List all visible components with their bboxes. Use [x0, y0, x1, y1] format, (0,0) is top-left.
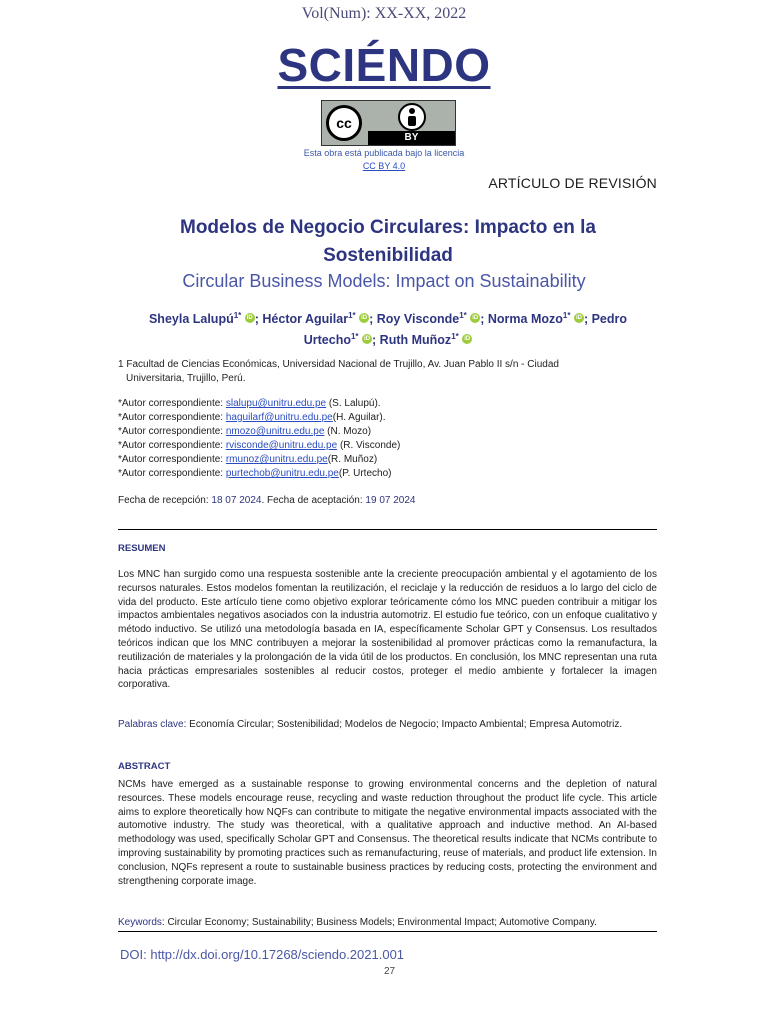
- author-name: Pedro Urtecho: [303, 312, 628, 348]
- accepted-date: 19 07 2024: [365, 495, 416, 506]
- author-email-link[interactable]: haguilarf@unitru.edu.pe: [225, 412, 333, 423]
- correspondence-author: (S. Lalupú).: [326, 398, 381, 409]
- affiliation-line: 1 Facultad de Ciencias Económicas, Universidad Nacional de Trujillo, Av. Juan Pablo II s/n - Ciudad: [118, 359, 559, 370]
- author-name: Sheyla Lalupú: [148, 312, 234, 327]
- affiliation: [118, 358, 658, 386]
- author-separator: ;: [369, 312, 377, 327]
- correspondence-label: *Autor correspondiente:: [118, 454, 226, 465]
- author-list: [120, 307, 656, 349]
- author-email-link[interactable]: slalupu@unitru.edu.pe: [225, 398, 327, 409]
- resumen-heading: RESUMEN: [118, 543, 166, 554]
- correspondence-row: [118, 453, 658, 467]
- author-affiliation-mark: 1*: [451, 332, 459, 342]
- received-date: 18 07 2024: [211, 495, 262, 506]
- author-separator: ;: [372, 333, 380, 348]
- author-affiliation-mark: 1*: [348, 311, 356, 320]
- license-link-wrap: [0, 161, 768, 171]
- palabras-clave-label: Palabras clave: [118, 719, 184, 730]
- keywords: [118, 917, 657, 928]
- accepted-label: . Fecha de aceptación:: [261, 495, 366, 506]
- affiliation-line: Universitaria, Trujillo, Perú.: [126, 373, 246, 384]
- correspondence-row: [118, 425, 658, 439]
- author-email-link[interactable]: rmunoz@unitru.edu.pe: [225, 454, 328, 465]
- divider: [118, 529, 657, 530]
- correspondence-row: [118, 411, 658, 425]
- orcid-icon[interactable]: iD: [472, 315, 479, 322]
- correspondence-label: *Autor correspondiente:: [118, 468, 226, 479]
- palabras-clave: [118, 718, 657, 732]
- author-email-link[interactable]: nmozo@unitru.edu.pe: [225, 426, 325, 437]
- divider: [118, 931, 657, 932]
- orcid-icon[interactable]: iD: [364, 336, 371, 343]
- abstract-text: NCMs have emerged as a sustainable response to growing environmental concerns and the depletion of natural resources. These models encourage reuse, recycling and waste reduction throughout the product life cycle. This article aims to explore theoretically how NQFs can contribute to mitigate the negative environmental impacts associated with the automotive industry. The study was theoretical, with a qualitative approach and inductive method. An AI-based methodology was used, specifically Scholar GPT and Consensus. The theoretical results indicate that NCMs contribute to improving sustainability by promoting practices such as remanufacturing, reuse of materials, and product life extension. In conclusion, NQFs represent a route to sustainable business practices by reducing costs, protecting the environment and strengthening corporate image.: [118, 779, 657, 887]
- correspondence-label: *Autor correspondiente:: [118, 412, 226, 423]
- creative-commons-icon: cc: [326, 105, 362, 141]
- correspondence-author: (H. Aguilar).: [332, 412, 386, 423]
- author-affiliation-mark: 1*: [562, 311, 571, 320]
- volume-line: Vol(Num): XX-XX, 2022: [301, 5, 467, 22]
- author-affiliation-mark: 1*: [233, 311, 242, 320]
- page-number: 27: [384, 966, 396, 977]
- correspondence-label: *Autor correspondiente:: [118, 426, 226, 437]
- title-spanish: Modelos de Negocio Circulares: Impacto en la Sostenibilidad: [180, 217, 596, 266]
- received-label: Fecha de recepción:: [118, 495, 212, 506]
- correspondence-author: (P. Urtecho): [338, 468, 392, 479]
- correspondence-author: (R. Visconde): [337, 440, 401, 451]
- author-affiliation-mark: 1*: [459, 311, 467, 320]
- correspondence-row: [118, 397, 658, 411]
- author-name: Ruth Muñoz: [379, 333, 452, 348]
- journal-title: SCIÉNDO: [277, 39, 491, 91]
- correspondence-label: *Autor correspondiente:: [118, 440, 226, 451]
- correspondence-row: [118, 439, 658, 453]
- correspondence-author: (N. Mozo): [324, 426, 372, 437]
- cc-by-license-badge[interactable]: [321, 100, 456, 146]
- correspondence-row: [118, 467, 658, 481]
- author-name: Norma Mozo: [487, 312, 563, 327]
- license-text: Esta obra está publicada bajo la licencia: [303, 148, 465, 158]
- keywords-label: Keywords: [118, 917, 162, 928]
- author-affiliation-mark: 1*: [350, 332, 359, 342]
- resumen-text: Los MNC han surgido como una respuesta sostenible ante la creciente preocupación ambiental y el agotamiento de los recursos naturales. Estos modelos fomentan la reutilización, el reciclaje y la reducción de residuos a lo largo del ciclo de vida del producto. Este artículo tiene como objetivo explorar teóricamente cómo los MNC pueden contribuir a mitigar los impactos ambientales negativos asociados con la industria automotriz. El estudio fue teórico, con un enfoque cualitativo y método inductivo. Se utilizó una metodología basada en IA, específicamente Scholar GPT y Consensus. Los resultados teóricos indican que los MNC contribuyen a mejorar la sostenibilidad al promover prácticas como la remanufactura, la reutilización de materiales y la prolongación de la vida útil de los productos. En conclusión, los MNC representan una ruta hacia prácticas empresariales sostenibles al reducir costos, proteger el medio ambiente y fortalecer la imagen corporativa.: [118, 569, 657, 691]
- correspondence-list: [118, 397, 658, 481]
- author-name: Héctor Aguilar: [262, 312, 349, 327]
- orcid-icon[interactable]: iD: [246, 315, 253, 322]
- correspondence-author: (R. Muñoz): [327, 454, 378, 465]
- author-name: Roy Visconde: [376, 312, 460, 327]
- orcid-icon[interactable]: iD: [464, 336, 471, 343]
- keywords-text: : Circular Economy; Sustainability; Business Models; Environmental Impact; Automotive Company.: [161, 917, 597, 928]
- orcid-icon[interactable]: iD: [575, 315, 582, 322]
- palabras-clave-text: : Economía Circular; Sostenibilidad; Modelos de Negocio; Impacto Ambiental; Empresa Automotriz.: [183, 719, 623, 730]
- by-label: BY: [368, 131, 455, 145]
- author-separator: ;: [583, 312, 592, 327]
- dates-line: [118, 495, 415, 506]
- doi-link[interactable]: DOI: http://dx.doi.org/10.17268/sciendo.2021.001: [120, 947, 405, 962]
- title-english: Circular Business Models: Impact on Sustainability: [182, 271, 586, 291]
- abstract-heading: ABSTRACT: [118, 761, 171, 772]
- author-separator: ;: [480, 312, 488, 327]
- orcid-icon[interactable]: iD: [361, 315, 368, 322]
- correspondence-label: *Autor correspondiente:: [118, 398, 226, 409]
- author-email-link[interactable]: rvisconde@unitru.edu.pe: [225, 440, 338, 451]
- author-separator: ;: [254, 312, 263, 327]
- article-type: ARTÍCULO DE REVISIÓN: [488, 175, 657, 191]
- attribution-icon: [398, 103, 426, 131]
- author-email-link[interactable]: purtechob@unitru.edu.pe: [225, 468, 339, 479]
- license-link[interactable]: CC BY 4.0: [362, 161, 406, 171]
